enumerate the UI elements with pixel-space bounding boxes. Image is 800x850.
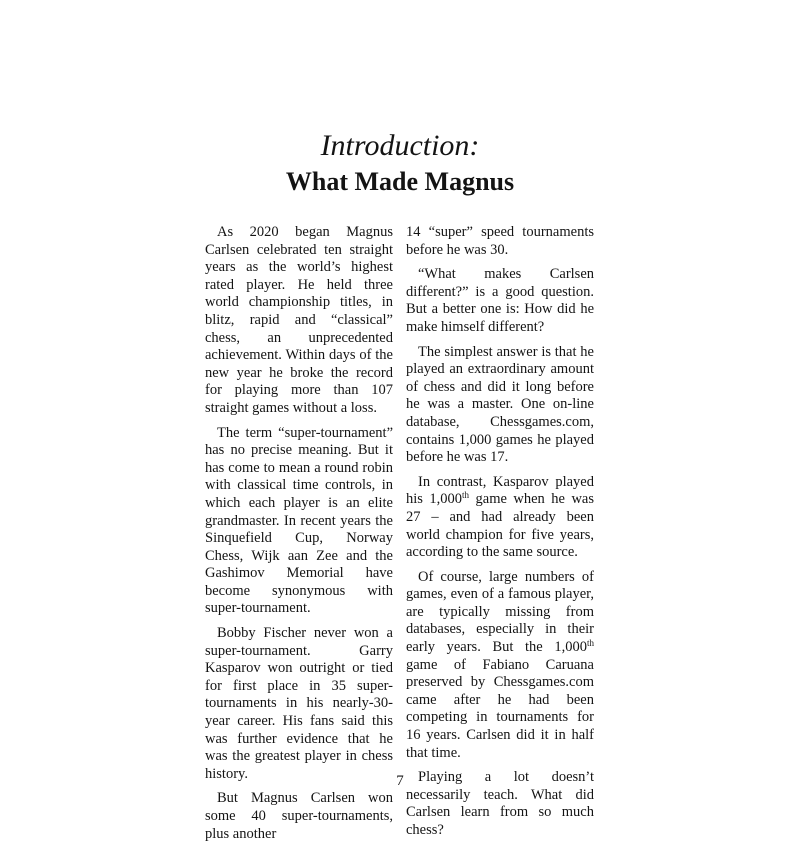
paragraph: As 2020 began Magnus Carlsen celebrated ten straight years as the world’s highest rated player. He held three world championship titles, in blitz, rapid and “classical” chess, an unprecedented achievement. Within days of the new year he broke the record for playing more than 107 straight games without a loss. [205,224,393,416]
paragraph: Bobby Fischer never won a super-tournament. Garry Kasparov won outright or tied for first place in 35 super-tournaments in his nearly-30-year career. His fans said this was further evidence that he was the greatest player in chess history. [205,625,393,782]
page-number: 7 [396,773,404,789]
superscript: th [462,490,470,501]
paragraph: But Magnus Carlsen won some 40 super-tournaments, plus another [205,790,393,842]
chapter-title-italic: Introduction: [320,129,480,162]
superscript: th [586,638,594,649]
right-column [406,224,594,847]
text-run: game when he was 27 – and had already been world champion for five years, according to the same source. [406,491,595,561]
paragraph: Playing a lot doesn’t necessarily teach. What did Carlsen learn from so much chess? [406,769,594,838]
paragraph: The term “super-tournament” has no precise meaning. But it has come to mean a round robin with classical time controls, in which each player is an elite grandmaster. In recent years the Sinquefield Cup, Norway Chess, Wijk aan Zee and the Gashimov Memorial have become synonymous with super-tournament. [205,424,393,617]
text-run: game of Fabiano Caruana preserved by Chessgames.com came after he had been competing in tournaments for 16 years. Carlsen did it in half that time. [406,656,594,761]
paragraph [406,569,594,763]
paragraph: The simplest answer is that he played an extraordinary amount of chess and did it long before he was a master. One on-line database, Chessgames.com, contains 1,000 games he played before he was 17. [406,343,594,466]
text-run: In contrast, Kasparov played his 1,000 [406,473,594,508]
paragraph: “What makes Carlsen different?” is a good question. But a better one is: How did he make himself different? [406,266,594,335]
paragraph [406,474,594,562]
left-column [205,224,393,850]
text-run: Of course, large numbers of games, even of a famous player, are typically missing from databases, especially in their early years. But the 1,000 [406,568,594,656]
paragraph-continuation: 14 “super” speed tournaments before he was 30. [406,224,594,258]
chapter-title-bold: What Made Magnus [285,167,515,196]
